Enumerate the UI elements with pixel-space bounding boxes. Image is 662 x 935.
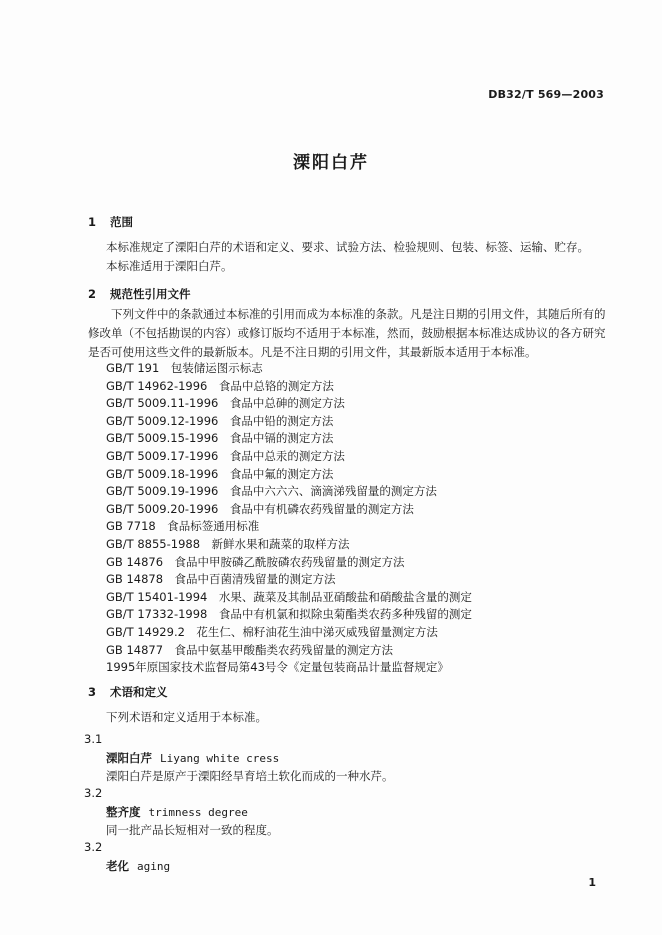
reference-item: GB/T 5009.18-1996 食品中氟的测定方法 [106, 466, 334, 481]
reference-item: GB 7718 食品标签通用标准 [106, 519, 260, 534]
section-1-heading [88, 214, 133, 230]
reference-item: GB/T 5009.17-1996 食品中总汞的测定方法 [106, 448, 345, 463]
term-definition: 同一批产品长短相对一致的程度。 [106, 823, 279, 837]
reference-item: GB 14878 食品中百菌清残留量的测定方法 [106, 572, 336, 587]
term-chinese: 溧阳白芹 [106, 751, 152, 765]
term-definition: 溧阳白芹是原产于溧阳经旱育培土软化而成的一种水芹。 [106, 769, 394, 783]
section-number: 3 [88, 685, 97, 699]
section-number: 1 [88, 215, 97, 229]
reference-item: GB 14876 食品中甲胺磷乙酰胺磷农药残留量的测定方法 [106, 554, 405, 569]
reference-list [106, 360, 472, 677]
section-2-intro: 下列文件中的条款通过本标准的引用而成为本标准的条款。凡是注日期的引用文件，其随后所有的修改单（不包括勘误的内容）或修订版均不适用于本标准，然而，鼓励根据本标准达成协议的各方研究是否可使用这些文件的最新版本。凡是不注日期的引用文件，其最新版本适用于本标准。 [88, 307, 606, 359]
reference-item: GB/T 8855-1988 新鲜水果和蔬菜的取样方法 [106, 536, 350, 551]
reference-item: 1995年原国家技术监督局第43号令《定量包装商品计量监督规定》 [106, 660, 449, 675]
reference-item: GB/T 5009.19-1996 食品中六六六、滴滴涕残留量的测定方法 [106, 484, 437, 499]
reference-item: GB/T 5009.20-1996 食品中有机磷农药残留量的测定方法 [106, 501, 414, 516]
section-3-intro: 下列术语和定义适用于本标准。 [106, 710, 267, 724]
paragraph: 本标准适用于溧阳白芹。 [106, 259, 233, 273]
reference-item: GB/T 17332-1998 食品中有机氯和拟除虫菊酯类农药多种残留的测定 [106, 607, 472, 622]
reference-item: GB/T 14929.2 花生仁、棉籽油花生油中涕灭威残留量测定方法 [106, 624, 438, 639]
term-english: trimness degree [148, 806, 248, 819]
section-1-body [106, 238, 606, 276]
term-english: aging [137, 860, 171, 873]
clause-number: 3.1 [84, 732, 103, 746]
term-chinese: 老化 [106, 859, 129, 873]
section-title: 术语和定义 [110, 685, 168, 699]
section-2-heading [88, 286, 191, 302]
reference-item: GB/T 191 包装储运图示标志 [106, 361, 263, 375]
standard-code: DB32/T 569—2003 [488, 88, 604, 101]
clause-number: 3.2 [84, 786, 103, 800]
paragraph: 本标准规定了溧阳白芹的术语和定义、要求、试验方法、检验规则、包装、标签、运输、贮存。 [106, 240, 589, 254]
reference-item: GB/T 15401-1994 水果、蔬菜及其制品亚硝酸盐和硝酸盐含量的测定 [106, 589, 472, 604]
section-title: 范围 [110, 215, 133, 229]
term-english: Liyang white cress [160, 752, 280, 765]
reference-item: GB/T 14962-1996 食品中总铬的测定方法 [106, 378, 334, 393]
document-title: 溧阳白芹 [293, 153, 369, 173]
term-title [106, 804, 248, 820]
page-number: 1 [588, 876, 596, 889]
term-title [106, 750, 279, 766]
reference-item: GB/T 5009.11-1996 食品中总砷的测定方法 [106, 396, 345, 411]
term-chinese: 整齐度 [106, 805, 141, 819]
reference-item: GB/T 5009.12-1996 食品中铅的测定方法 [106, 413, 334, 428]
section-3-heading [88, 684, 168, 700]
term-title [106, 858, 170, 874]
section-number: 2 [88, 287, 97, 301]
reference-item: GB 14877 食品中氨基甲酸酯类农药残留量的测定方法 [106, 642, 394, 657]
section-title: 规范性引用文件 [110, 287, 191, 301]
clause-number: 3.2 [84, 840, 103, 854]
reference-item: GB/T 5009.15-1996 食品中镉的测定方法 [106, 431, 334, 446]
